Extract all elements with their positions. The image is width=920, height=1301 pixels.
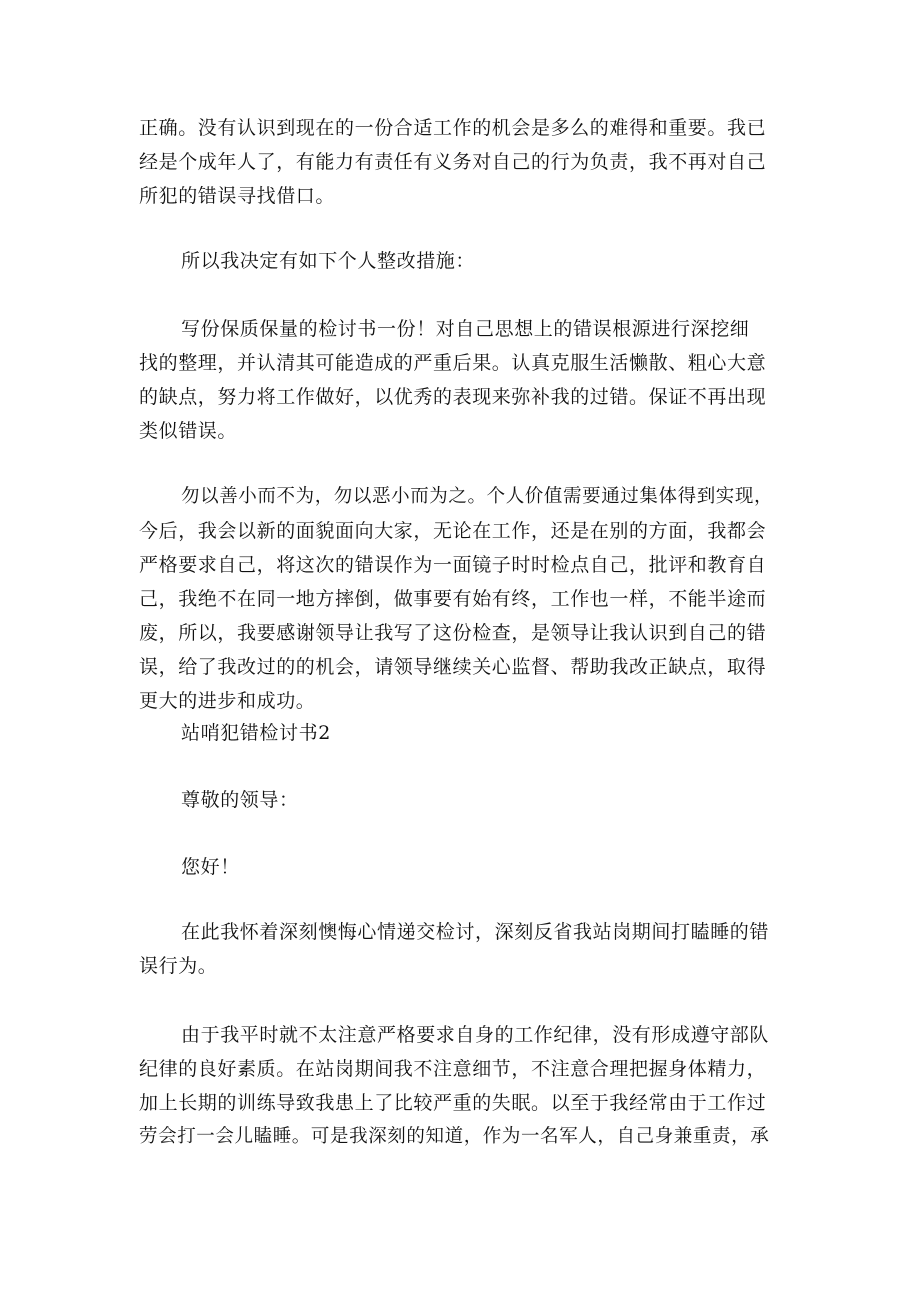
text-line: 严格要求自己，将这次的错误作为一面镜子时时检点自己，批评和教育自 xyxy=(139,554,767,576)
text-line: 经是个成年人了，有能力有责任有义务对自己的行为负责，我不再对自己 xyxy=(139,151,767,173)
paragraph-reason xyxy=(139,1018,784,1154)
salutation-text: 尊敬的领导： xyxy=(181,789,299,811)
text-line: 的缺点，努力将工作做好，以优秀的表现来弥补我的过错。保证不再出现 xyxy=(139,386,767,408)
text-line: 加上长期的训练导致我患上了比较严重的失眠。以至于我经常由于工作过 xyxy=(139,1092,767,1114)
paragraph-resolution xyxy=(139,480,784,718)
section-title xyxy=(139,716,784,750)
section-heading: 站哨犯错检讨书2 xyxy=(181,722,331,744)
text-line: 劳会打一会儿瞌睡。可是我深刻的知道，作为一名军人，自己身兼重责，承 xyxy=(139,1126,770,1147)
text-line: 所以我决定有如下个人整改措施： xyxy=(181,250,476,272)
greeting xyxy=(139,850,784,884)
text-line: 类似错误。 xyxy=(139,420,238,442)
text-line: 找的整理，并认清其可能造成的严重后果。认真克服生活懒散、粗心大意 xyxy=(139,352,767,374)
salutation xyxy=(139,783,784,817)
text-line: 由于我平时就不太注意严格要求自身的工作纪律，没有形成遵守部队 xyxy=(181,1024,770,1046)
paragraph-confession xyxy=(139,915,784,983)
text-line: 误行为。 xyxy=(139,955,218,977)
paragraph-continuation xyxy=(139,111,784,213)
paragraph-measures-intro xyxy=(139,244,784,278)
text-line: 误，给了我改过的的机会，请领导继续关心监督、帮助我改正缺点，取得 xyxy=(139,656,767,678)
text-line: 废，所以，我要感谢领导让我写了这份检查，是领导让我认识到自己的错 xyxy=(139,622,767,644)
paragraph-measures xyxy=(139,312,784,448)
text-line: 在此我怀着深刻懊悔心情递交检讨，深刻反省我站岗期间打瞌睡的错 xyxy=(181,921,770,943)
text-line: 今后，我会以新的面貌面向大家，无论在工作，还是在别的方面，我都会 xyxy=(139,520,767,542)
text-line: 所犯的错误寻找借口。 xyxy=(139,185,336,207)
text-line: 正确。没有认识到现在的一份合适工作的机会是多么的难得和重要。我已 xyxy=(139,117,767,139)
text-line: 更大的进步和成功。 xyxy=(139,690,316,712)
text-line: 纪律的良好素质。在站岗期间我不注意细节，不注意合理把握身体精力， xyxy=(139,1058,767,1080)
text-line: 写份保质保量的检讨书一份！对自己思想上的错误根源进行深挖细 xyxy=(181,318,750,340)
greeting-text: 您好！ xyxy=(181,856,240,878)
text-line: 勿以善小而不为，勿以恶小而为之。个人价值需要通过集体得到实现， xyxy=(181,486,774,507)
text-line: 己，我绝不在同一地方摔倒，做事要有始有终，工作也一样，不能半途而 xyxy=(139,588,767,610)
